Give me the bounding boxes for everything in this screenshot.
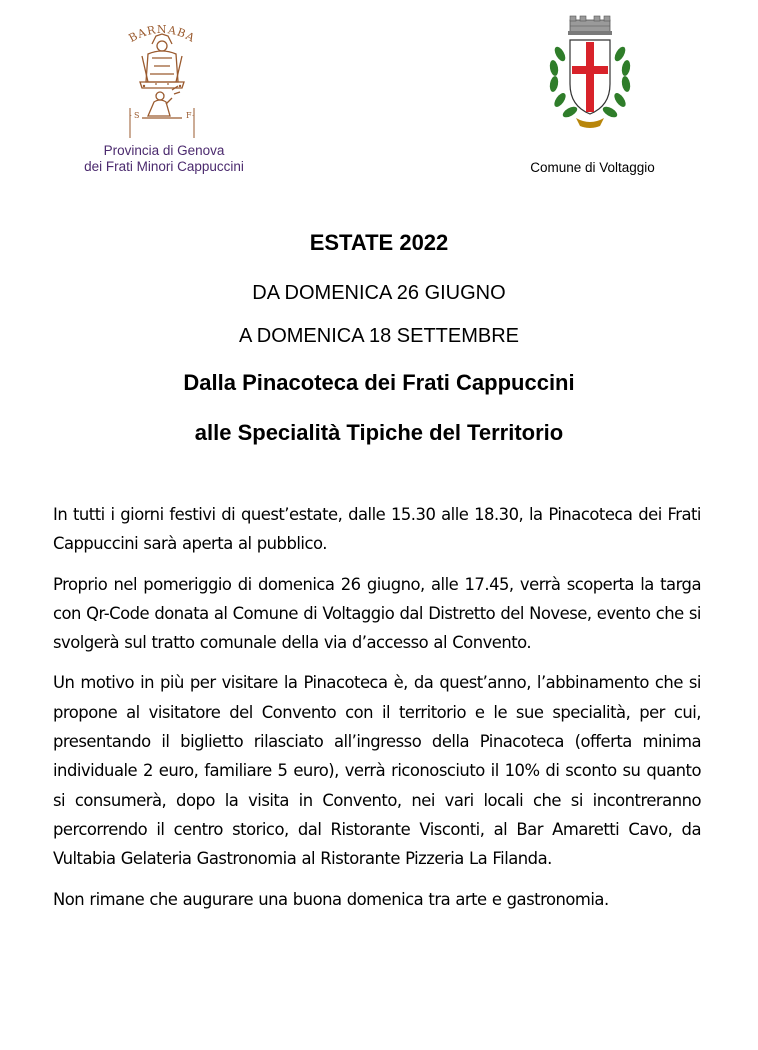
svg-text:BARNABA: BARNABA [126, 22, 198, 45]
svg-text:·: · [130, 113, 132, 120]
coat-of-arms-icon [540, 14, 640, 138]
subtitle-line-2: alle Specialità Tipiche del Territorio [194, 420, 564, 445]
announcement-body [53, 500, 701, 925]
shield-icon [570, 40, 610, 114]
date-to: A DOMENICA 18 SETTEMBRE [238, 325, 520, 347]
seal-emblem-icon [112, 12, 212, 142]
date-from: DA DOMENICA 26 GIUGNO [252, 282, 506, 304]
svg-text:·: · [192, 113, 194, 120]
caption-line-1: Provincia di Genova [103, 143, 225, 158]
subtitle-line-1: Dalla Pinacoteca dei Frati Cappuccini [183, 370, 575, 395]
franciscan-seal-logo [112, 12, 212, 142]
paragraph-opening-hours: In tutti i giorni festivi di quest’estate, dalle 15.30 alle 18.30, la Pinacoteca dei Frati Cappuccini sarà aperta al pubblico. [53, 505, 701, 554]
franciscan-province-caption [40, 143, 288, 175]
event-title: ESTATE 2022 [309, 230, 449, 255]
voltaggio-coat-of-arms [540, 14, 640, 138]
svg-text:S: S [134, 111, 140, 120]
paragraph-qr-plaque: Proprio nel pomeriggio di domenica 26 giugno, alle 17.45, verrà scoperta la targa con Qr-Code donata al Comune di Voltaggio dal Distretto del Novese, evento che si svolgerà sul tratto comunale della via d’accesso al Convento. [53, 574, 701, 653]
paragraph-closing: Non rimane che augurare una buona domenica tra arte e gastronomia. [53, 889, 609, 909]
comune-caption: Comune di Voltaggio [530, 160, 655, 175]
paragraph-discount-offer: Un motivo in più per visitare la Pinacoteca è, da quest’anno, l’abbinamento che si propone al visitatore del Convento con il territorio e le sue specialità, per cui, presentando il biglietto rilasciato all’ingresso della Pinacoteca (offerta minima individuale 2 euro, familiare 5 euro), verrà riconosciuto il 10% di sconto su quanto si consumerà, dopo la visita in Convento, nei vari locali che si incontreranno percorrendo il centro storico, dal Ristorante Visconti, al Bar Amaretti Cavo, da Vultabia Gelateria Gastronomia al Ristorante Pizzeria La Filanda. [53, 673, 701, 869]
svg-text:F: F [186, 111, 192, 120]
caption-line-2: dei Frati Minori Cappuccini [84, 159, 244, 174]
crown-icon [568, 16, 612, 35]
